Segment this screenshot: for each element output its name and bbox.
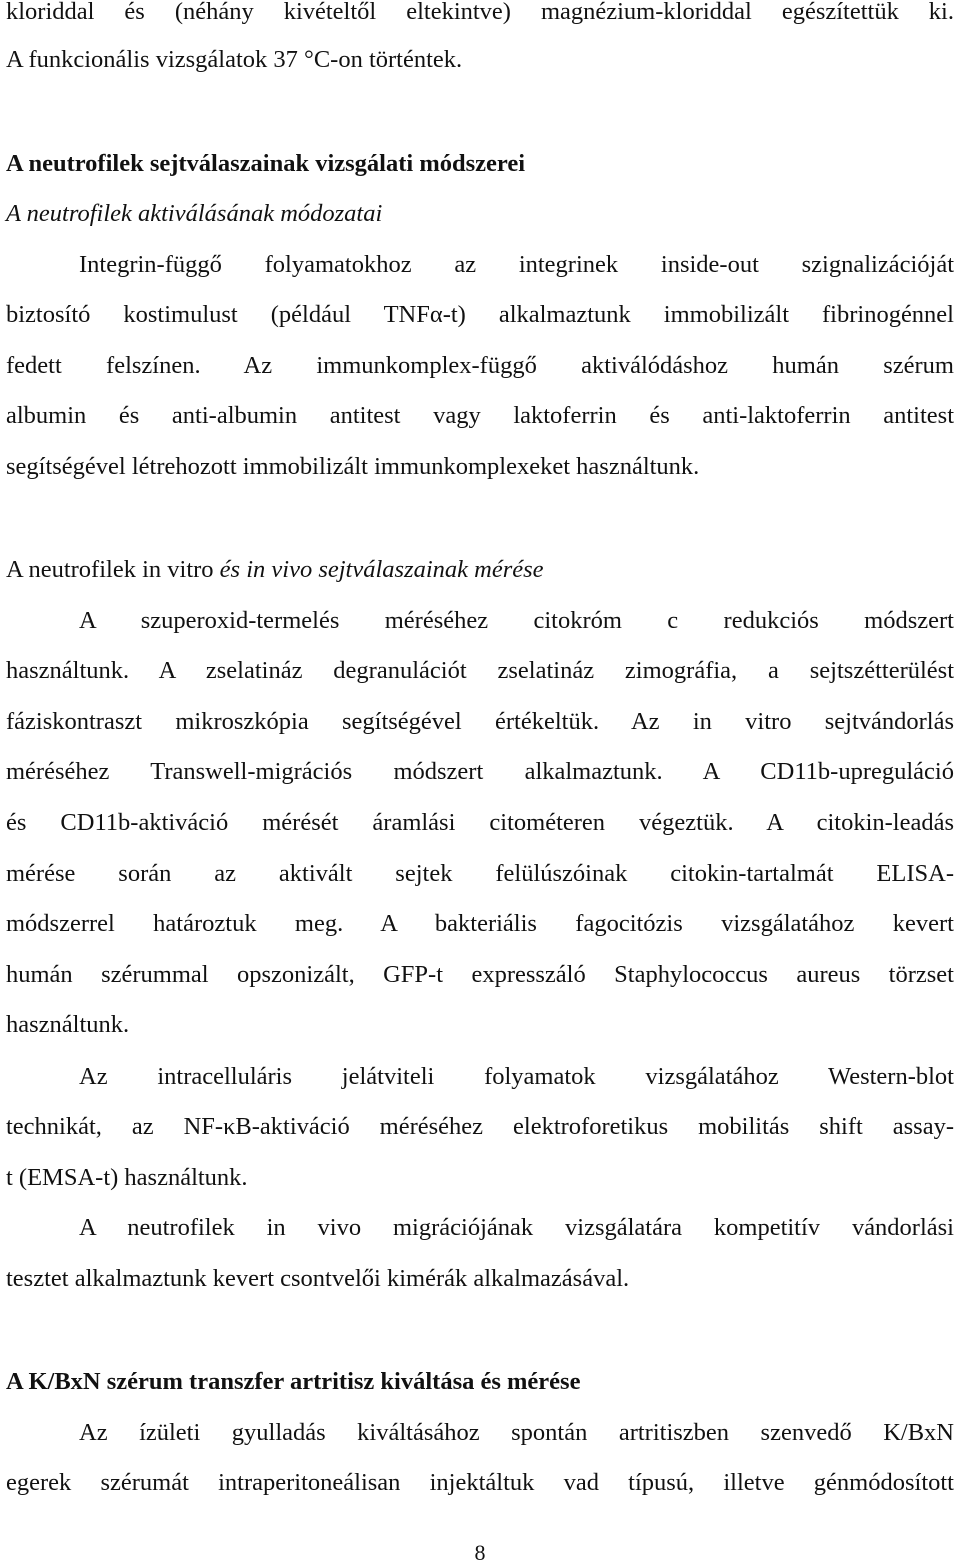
- text-line: fedett felszínen. Az immunkomplex-függő aktiválódáshoz humán szérum: [6, 352, 954, 379]
- text-line: mérése során az aktivált sejtek felülúszóinak citokin-tartalmát ELISA-: [6, 860, 954, 887]
- page-number: 8: [474, 1540, 486, 1565]
- text-line: és CD11b-aktiváció mérését áramlási citométeren végeztük. A citokin-leadás: [6, 809, 954, 836]
- text-line: biztosító kostimulust (például TNFα-t) alkalmaztunk immobilizált fibrinogénnel: [6, 301, 954, 328]
- section-heading: A K/BxN szérum transzfer artritisz kiváltása és mérése: [6, 1368, 581, 1395]
- text-line: technikát, az NF-κB-aktiváció méréséhez elektroforetikus mobilitás shift assay-: [6, 1113, 954, 1140]
- subsection-heading: A neutrofilek aktiválásának módozatai: [6, 200, 383, 227]
- text-line: Az ízületi gyulladás kiváltásához spontán artritiszben szenvedő K/BxN: [79, 1419, 954, 1446]
- text-line: Az intracelluláris jelátviteli folyamatok vizsgálatához Western-blot: [79, 1063, 954, 1090]
- text-line: segítségével létrehozott immobilizált immunkomplexeket használtunk.: [6, 453, 700, 480]
- text-line: kloriddal és (néhány kivételtől eltekintve) magnézium-kloriddal egészítettük ki.: [6, 0, 954, 25]
- section-heading: A neutrofilek sejtválaszainak vizsgálati módszerei: [6, 150, 525, 177]
- text-line: méréséhez Transwell-migrációs módszert alkalmaztunk. A CD11b-upreguláció: [6, 758, 954, 785]
- text-line: tesztet alkalmaztunk kevert csontvelői kimérák alkalmazásával.: [6, 1265, 630, 1292]
- text-line: albumin és anti-albumin antitest vagy laktoferrin és anti-laktoferrin antitest: [6, 402, 954, 429]
- text-line: használtunk.: [6, 1011, 130, 1038]
- subsection-heading: [6, 555, 954, 585]
- heading-plain-part: A neutrofilek in vitro: [6, 556, 220, 583]
- text-line: használtunk. A zselatináz degranulációt zselatináz zimográfia, a sejtszétterülést: [6, 657, 954, 684]
- text-line: A szuperoxid-termelés méréséhez citokróm c redukciós módszert: [79, 607, 954, 634]
- text-line: A funkcionális vizsgálatok 37 °C-on történtek.: [6, 46, 463, 73]
- text-line: humán szérummal opszonizált, GFP-t expresszáló Staphylococcus aureus törzset: [6, 961, 954, 988]
- heading-italic-part: és in vivo sejtválaszainak mérése: [219, 556, 544, 583]
- text-line: módszerrel határoztuk meg. A bakteriális fagocitózis vizsgálatához kevert: [6, 910, 954, 937]
- text-line: t (EMSA-t) használtunk.: [6, 1164, 248, 1191]
- text-line: Integrin-függő folyamatokhoz az integrinek inside-out szignalizációját: [79, 251, 954, 278]
- text-line: egerek szérumát intraperitoneálisan injektáltuk vad típusú, illetve génmódosított: [6, 1469, 954, 1496]
- text-line: fáziskontraszt mikroszkópia segítségével értékeltük. Az in vitro sejtvándorlás: [6, 708, 954, 735]
- text-line: A neutrofilek in vivo migrációjának vizsgálatára kompetitív vándorlási: [79, 1214, 954, 1241]
